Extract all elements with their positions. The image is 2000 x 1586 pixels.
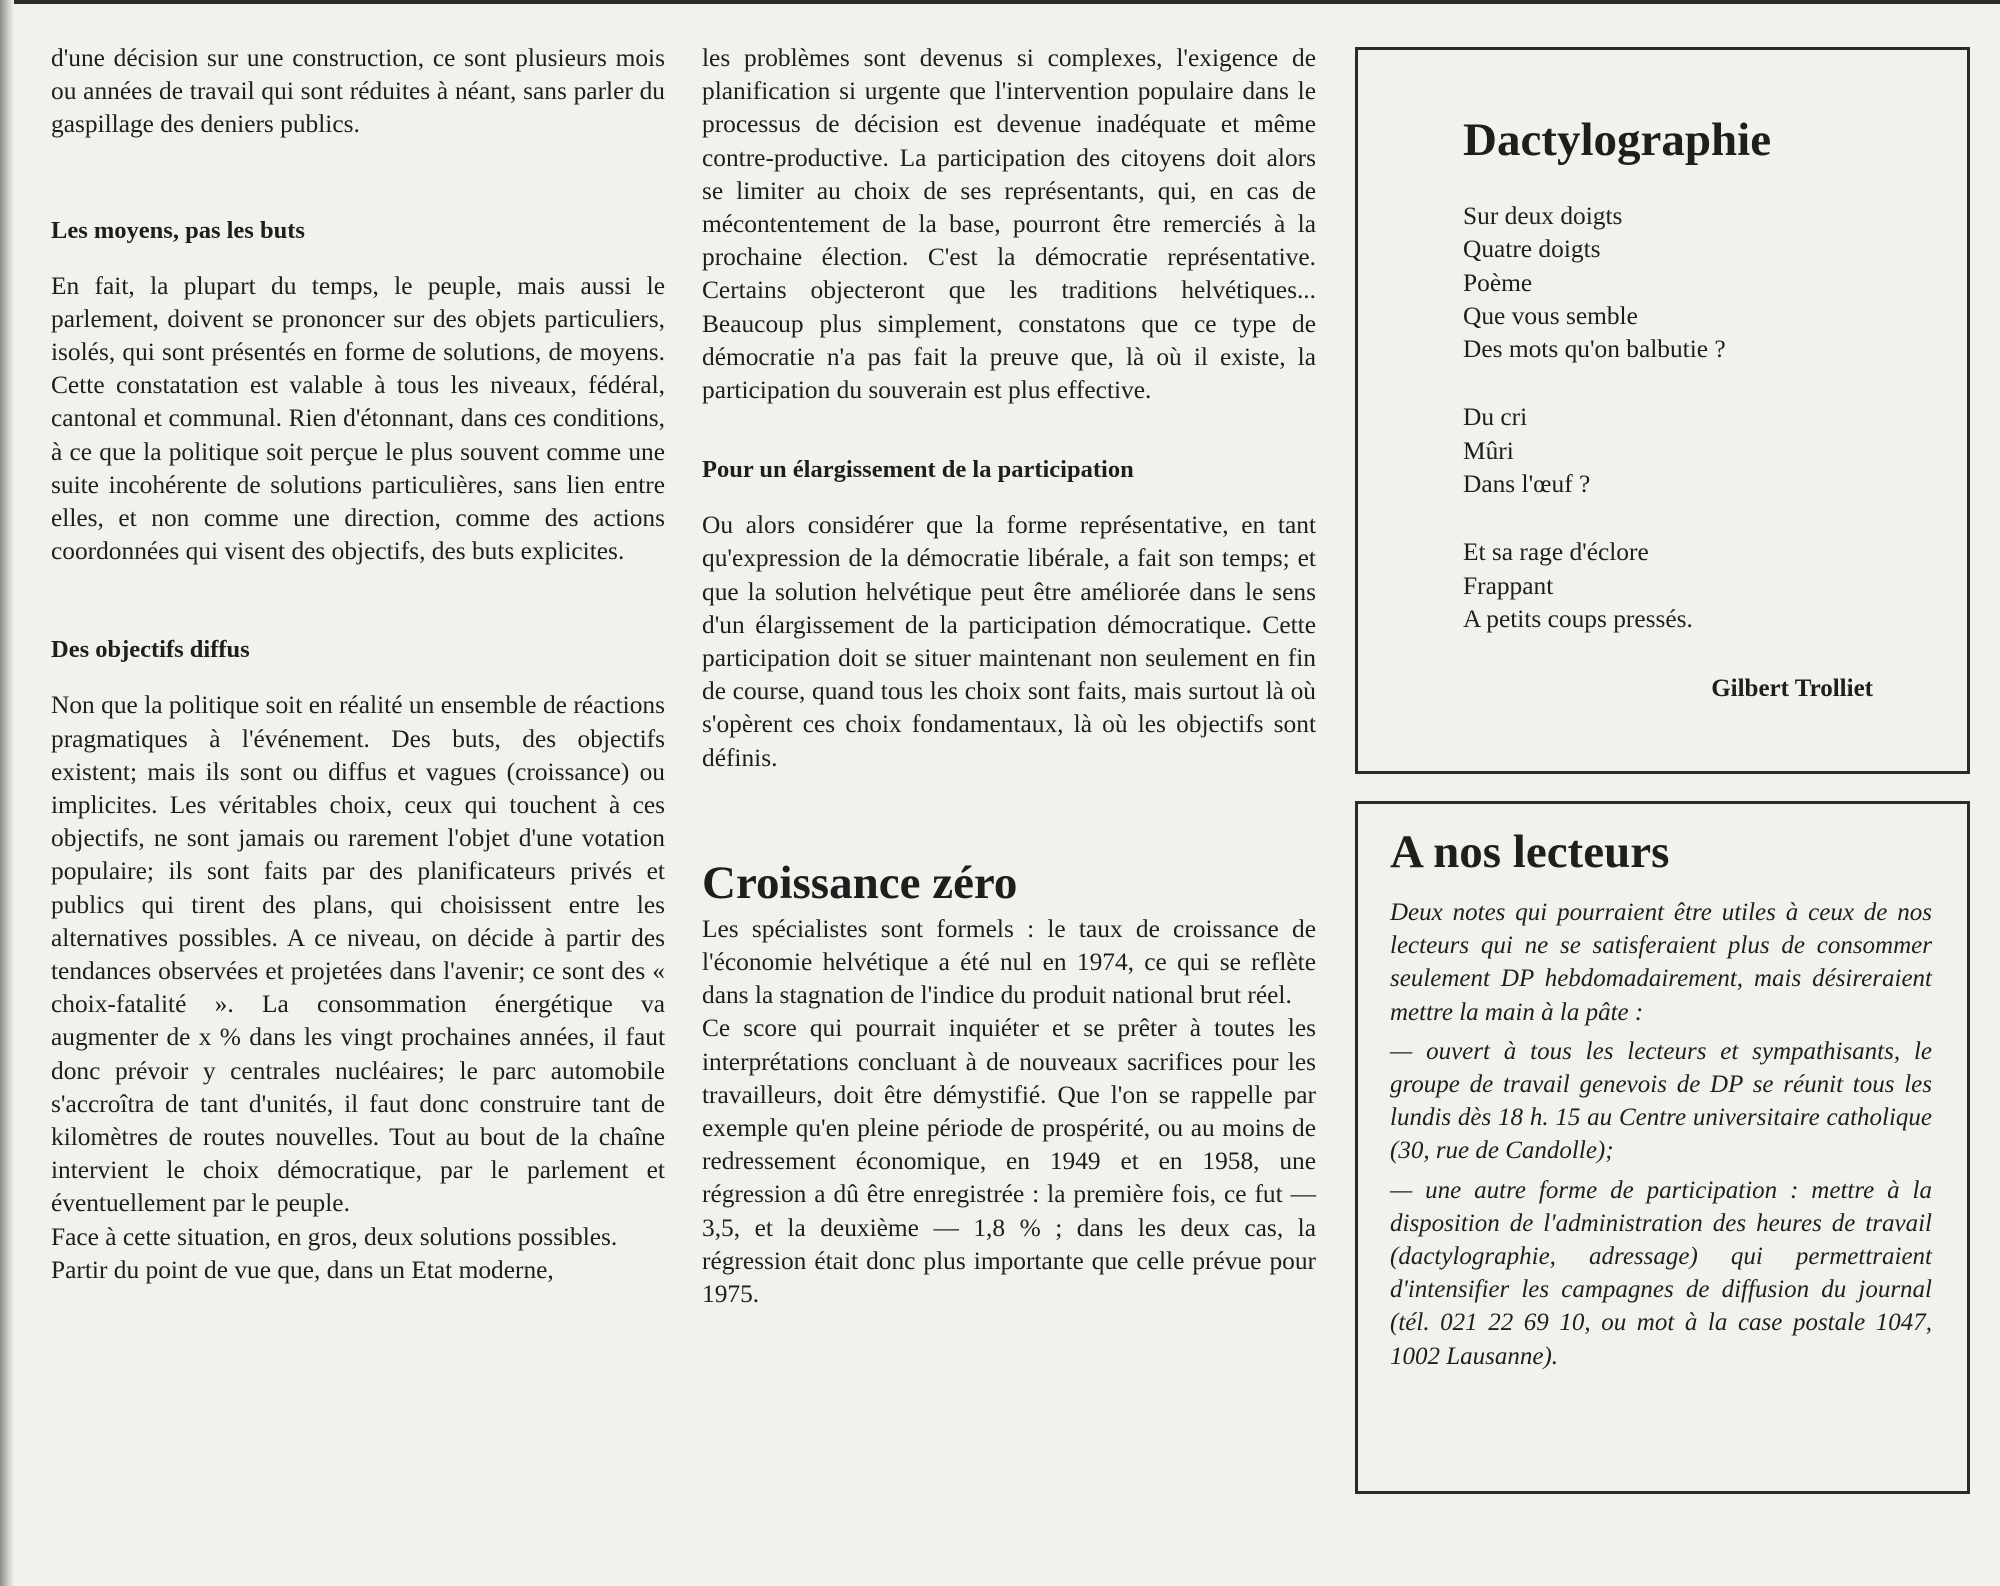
poem-line: Quatre doigts xyxy=(1463,235,1601,264)
readers-body xyxy=(1390,896,1932,1379)
paragraph: Partir du point de vue que, dans un Etat moderne, xyxy=(51,1255,554,1284)
poem-line: Du cri xyxy=(1463,403,1528,432)
poem-stanza xyxy=(1463,200,1903,366)
section-heading-moyens: Les moyens, pas les buts xyxy=(51,216,305,244)
poem-line: Frappant xyxy=(1463,571,1554,600)
page-top-rule xyxy=(0,0,2000,4)
paragraph: Deux notes qui pourraient être utiles à ceux de nos lecteurs qui ne se satisferaient plus de consommer seulement DP hebdomadairement, mais désireraient mettre la main à la pâte : xyxy=(1390,899,1932,1026)
poem-stanza xyxy=(1463,401,1903,501)
paragraph: — une autre forme de participation : mettre à la disposition de l'administration des heures de travail (dactylographie, adressage) qui permettraient d'intensifier les campagnes de diffusion du journal (tél. 021 22 69 10, ou mot à la case postale 1047, 1002 Lausanne). xyxy=(1390,1176,1932,1370)
readers-title: A nos lecteurs xyxy=(1390,826,1670,878)
paragraph: Les spécialistes sont formels : le taux de croissance de l'économie helvétique a été nul en 1974, ce qui se reflète dans la stagnation de l'indice du produit national brut réel. xyxy=(702,914,1316,1010)
poem-line: Mûri xyxy=(1463,436,1514,465)
poem-line: Des mots qu'on balbutie ? xyxy=(1463,335,1726,364)
poem-line: Poème xyxy=(1463,268,1533,297)
article-title-croissance: Croissance zéro xyxy=(702,856,1018,909)
paragraph: Ce score qui pourrait inquiéter et se prêter à toutes les interprétations concluant à de nouveaux sacrifices pour les travailleurs, doit être démystifié. Que l'on se rappelle par exemple qu'en pleine période de prospérité, ou au moins de redressement économique, en 1949 et en 1958, une régression a dû être enregistrée : la première fois, ce fut — 3,5, et la deuxième — 1,8 % ; dans les deux cas, la régression était donc plus importante que celle prévue pour 1975. xyxy=(702,1014,1316,1309)
paragraph: d'une décision sur une construction, ce sont plusieurs mois ou années de travail qui sont réduites à néant, sans parler du gaspillage des deniers publics. xyxy=(51,44,665,139)
poem-body xyxy=(1463,200,1903,671)
poem-line: Que vous semble xyxy=(1463,301,1638,330)
poem-line: Et sa rage d'éclore xyxy=(1463,538,1649,567)
page-left-edge xyxy=(0,0,14,1586)
poem-title: Dactylographie xyxy=(1463,114,1772,166)
paragraph: Face à cette situation, en gros, deux solutions possibles. xyxy=(51,1222,618,1251)
poem-line: A petits coups pressés. xyxy=(1463,604,1693,633)
section-heading-participation: Pour un élargissement de la participation xyxy=(702,456,1134,484)
poem-author: Gilbert Trolliet xyxy=(1711,675,1873,702)
paragraph: En fait, la plupart du temps, le peuple, mais aussi le parlement, doivent se prononcer sur des objets particuliers, isolés, qui sont présentés en forme de solutions, de moyens. Cette constatation est valable à tous les niveaux, fédéral, cantonal et communal. Rien d'étonnant, dans ces conditions, à ce que la politique soit perçue le plus souvent comme une suite incohérente de solutions particulières, sans lien entre elles, et non comme une direction, comme des actions coordonnées qui visent des objectifs, des buts explicites. xyxy=(51,271,665,566)
poem-stanza xyxy=(1463,536,1903,636)
section-heading-objectifs: Des objectifs diffus xyxy=(51,636,250,664)
paragraph: Ou alors considérer que la forme représentative, en tant qu'expression de la démocratie libérale, a fait son temps; et que la solution helvétique peut être améliorée dans le sens d'un élargissement de la participation démocratique. Cette participation doit se situer maintenant non seulement en fin de course, quand tous les choix sont faits, mais surtout là où s'opèrent ces choix fondamentaux, là où les objectifs sont définis. xyxy=(702,511,1316,772)
column-left xyxy=(51,42,665,1287)
paragraph: Non que la politique soit en réalité un ensemble de réactions pragmatiques à l'événement. Des buts, des objectifs existent; mais ils sont ou diffus et vagues (croissance) ou implicites. Les véritables choix, ceux qui touchent à ces objectifs, ne sont jamais ou rarement l'objet d'une votation populaire; ils sont faits par des planificateurs privés et publics qui tirent des plans, qui choisissent entre les alternatives possibles. A ce niveau, on décide à partir des tendances observées et projetées dans l'avenir; ce sont des « choix-fatalité ». La consommation énergétique va augmenter de x % dans les vingt prochaines années, il faut donc prévoir y centrales nucléaires; le parc automobile s'accroîtra de tant d'unités, il faut donc construire tant de kilomètres de routes nouvelles. Tout au bout de la chaîne intervient le choix démocratique, par le parlement et éventuellement par le peuple. xyxy=(51,691,665,1218)
poem-line: Dans l'œuf ? xyxy=(1463,470,1591,499)
paragraph: les problèmes sont devenus si complexes, l'exigence de planification si urgente que l'intervention populaire dans le processus de décision est devenue inadéquate et même contre-productive. La participation des citoyens doit alors se limiter au choix de ses représentants, qui, en cas de mécontentement de la base, pourront être remerciés à la prochaine élection. C'est la démocratie représentative. Certains objecteront que les traditions helvétiques... Beaucoup plus simplement, constatons que ce type de démocratie n'a pas fait la preuve que, là où il existe, la participation du souverain est plus effective. xyxy=(702,44,1316,405)
poem-line: Sur deux doigts xyxy=(1463,202,1623,230)
column-middle xyxy=(702,42,1316,1311)
paragraph: — ouvert à tous les lecteurs et sympathisants, le groupe de travail genevois de DP se réunit tous les lundis dès 18 h. 15 au Centre universitaire catholique (30, rue de Candolle); xyxy=(1390,1037,1932,1165)
